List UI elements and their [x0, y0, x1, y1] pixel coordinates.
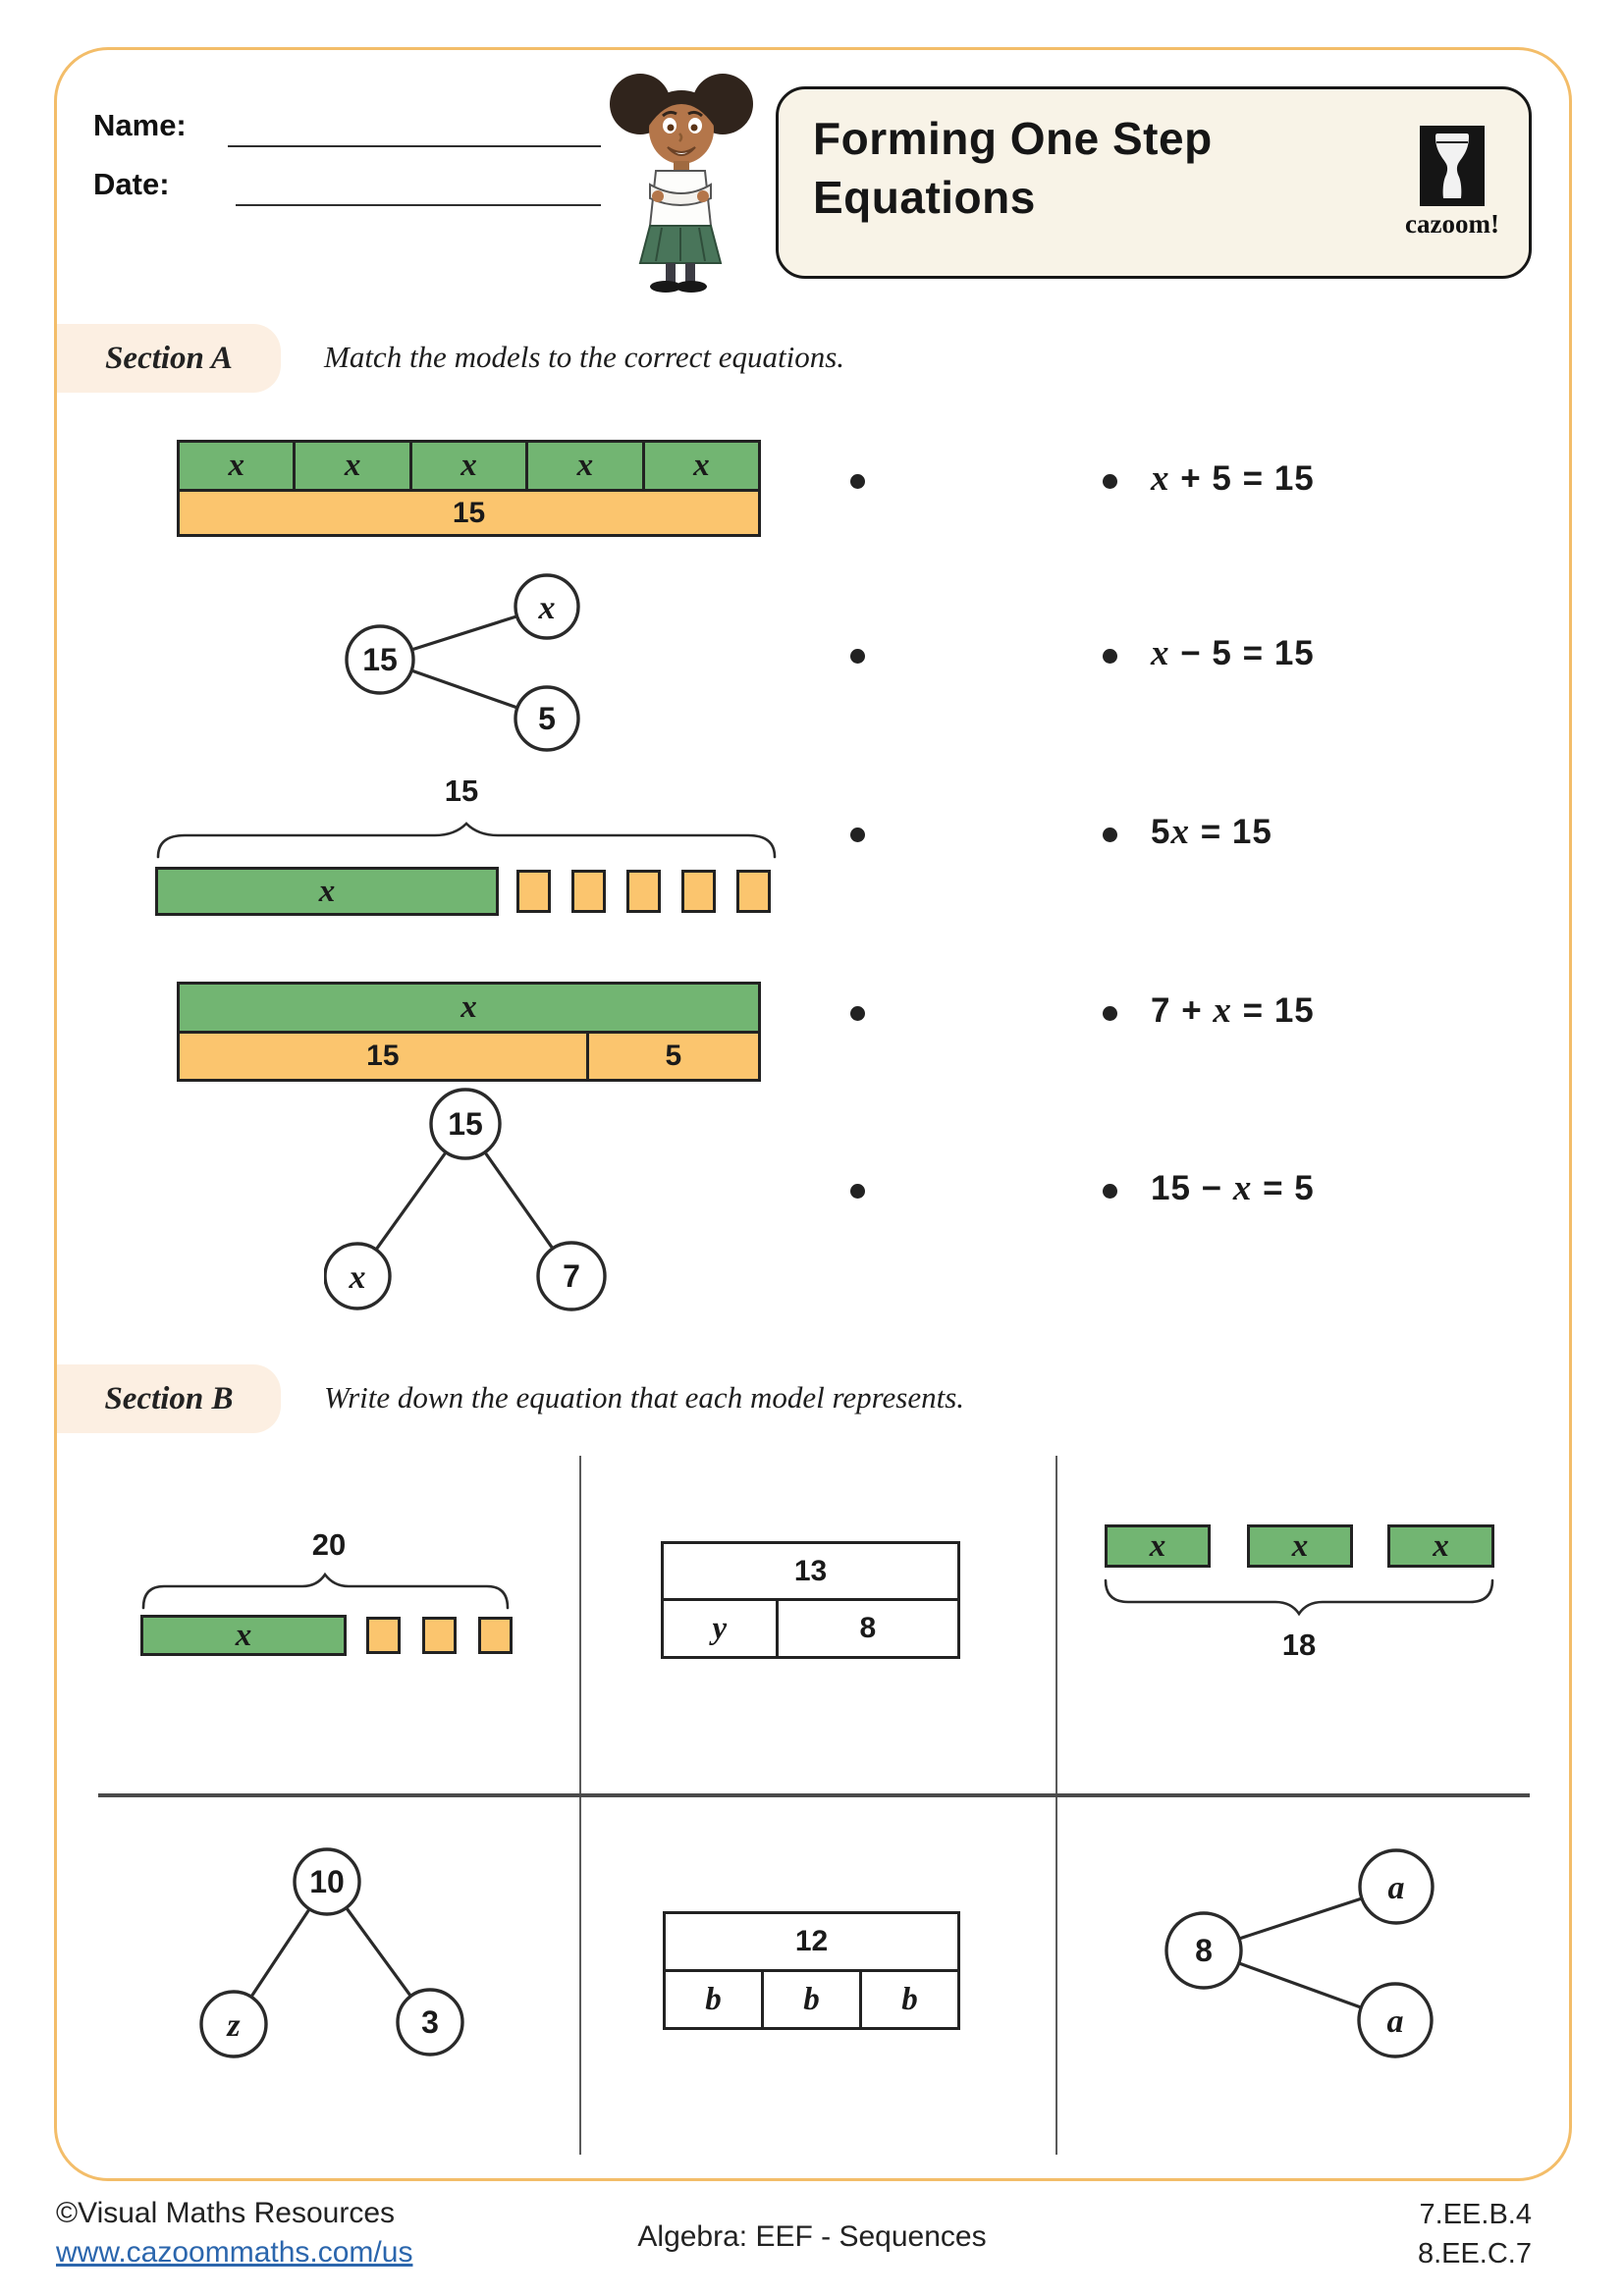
grid-divider-vertical: [579, 1456, 581, 2155]
unit-square: [366, 1617, 401, 1654]
unit-square: [736, 870, 771, 913]
bar-part-cell: b: [764, 1972, 862, 2027]
bar-top-cell: x: [180, 985, 758, 1031]
part-value: x: [349, 1258, 366, 1296]
title-line-1: Forming One Step: [813, 113, 1213, 164]
unit-square: [478, 1617, 513, 1654]
bar-part-cell: b: [666, 1972, 764, 2027]
unit-square: [516, 870, 551, 913]
whole-value: 15: [448, 1106, 483, 1143]
bar-total-cell: 1 2: [666, 1914, 957, 1969]
whole-value: 10: [309, 1864, 345, 1900]
bar-model-13-y-8: [661, 1541, 960, 1659]
unit-square: [571, 870, 606, 913]
part-value: 5: [538, 701, 556, 737]
cazoom-logo-icon: [1420, 126, 1485, 206]
grid-divider-vertical: [1056, 1456, 1057, 2155]
date-input-line[interactable]: [236, 204, 601, 206]
section-a-badge: [57, 324, 281, 393]
unit-squares-row: [516, 870, 771, 913]
variable-bar: x: [140, 1615, 347, 1656]
standard-code-1: 7.EE.B.4: [1419, 2199, 1532, 2230]
bar-cell: x: [296, 443, 411, 489]
standards-codes: [1326, 2195, 1532, 2273]
match-dot-model-2[interactable]: [850, 649, 865, 664]
part-value: 3: [421, 2004, 439, 2041]
whole-value: 15: [362, 642, 398, 678]
bar-total-cell: 1 3: [664, 1544, 957, 1598]
bar-part-cell: 1 5: [180, 1034, 589, 1079]
part-whole-model-15-x-5: [319, 561, 594, 758]
curly-brace-up: [155, 820, 778, 859]
part-value: a: [1386, 2002, 1404, 2040]
equation-option: x − 5 = 15: [1151, 633, 1315, 673]
equation-option: 5x = 15: [1151, 812, 1272, 852]
bar-part-cell: y: [664, 1601, 779, 1656]
worksheet-title: [813, 110, 1213, 228]
match-dot-equation-5[interactable]: [1103, 1184, 1117, 1199]
bar-cell: x: [180, 443, 296, 489]
tree-model-15-x-7: [324, 1085, 619, 1320]
tree-model-10-z-3: [191, 1841, 476, 2066]
bar-part-cell: 8: [779, 1601, 957, 1656]
unit-square: [422, 1617, 457, 1654]
curly-brace-down: [1103, 1578, 1495, 1618]
student-illustration: [601, 65, 760, 293]
brace-total: 15: [444, 774, 479, 808]
section-b-label: Section B: [104, 1380, 234, 1416]
part-value: z: [227, 2006, 241, 2044]
equation-option: x + 5 = 15: [1151, 458, 1315, 499]
title-line-2: Equations: [813, 171, 1036, 223]
match-dot-equation-2[interactable]: [1103, 649, 1117, 664]
cazoom-link[interactable]: www.cazoommaths.com/us: [56, 2236, 413, 2269]
copyright-text: ©Visual Maths Resources: [56, 2197, 396, 2229]
bar-cell: x: [412, 443, 528, 489]
standard-code-2: 8.EE.C.7: [1417, 2238, 1532, 2270]
bar-total-cell: 1 5: [180, 489, 758, 534]
part-value: a: [1387, 1869, 1405, 1906]
match-dot-equation-3[interactable]: [1103, 828, 1117, 842]
name-label: Name:: [93, 108, 187, 142]
equation-option: 15 − x = 5: [1151, 1168, 1315, 1208]
variable-box: x: [1105, 1524, 1211, 1568]
name-input-line[interactable]: [228, 145, 601, 147]
unit-square: [681, 870, 716, 913]
equation-option: 7 + x = 15: [1151, 990, 1315, 1031]
variable-box: x: [1387, 1524, 1494, 1568]
match-dot-model-5[interactable]: [850, 1184, 865, 1199]
section-b-badge: [57, 1364, 281, 1433]
bar-cell: x: [645, 443, 758, 489]
match-dot-equation-1[interactable]: [1103, 474, 1117, 489]
unit-squares-row: [366, 1617, 513, 1654]
bar-part-cell: b: [862, 1972, 957, 2027]
match-dot-model-4[interactable]: [850, 1006, 865, 1021]
variable-box: x: [1247, 1524, 1353, 1568]
bar-model-5x-equals-15: [177, 440, 761, 537]
match-dot-model-3[interactable]: [850, 828, 865, 842]
date-label: Date:: [93, 167, 170, 201]
part-value: x: [538, 589, 556, 626]
brace-total: 18: [1281, 1628, 1317, 1662]
bar-model-12-3b: [663, 1911, 960, 2030]
match-dot-model-1[interactable]: [850, 474, 865, 489]
whole-value: 8: [1195, 1933, 1213, 1969]
part-value: 7: [563, 1258, 580, 1295]
section-b-instruction: Write down the equation that each model represents.: [324, 1380, 965, 1415]
curly-brace-up: [140, 1571, 511, 1610]
bar-part-cell: 5: [589, 1034, 758, 1079]
part-whole-model-8-a-a: [1154, 1841, 1458, 2066]
grid-divider-horizontal: [98, 1793, 1530, 1797]
section-a-label: Section A: [105, 340, 233, 376]
match-dot-equation-4[interactable]: [1103, 1006, 1117, 1021]
brace-total: 20: [311, 1527, 347, 1562]
bar-cell: x: [528, 443, 644, 489]
unit-square: [626, 870, 661, 913]
cazoom-logo-text: cazoom!: [1405, 209, 1499, 239]
footer-topic: Algebra: EEF - Sequences: [637, 2220, 987, 2253]
variable-bar: x: [155, 867, 499, 916]
bar-model-x-equals-15-plus-5: [177, 982, 761, 1082]
section-a-instruction: Match the models to the correct equations.: [324, 340, 845, 374]
